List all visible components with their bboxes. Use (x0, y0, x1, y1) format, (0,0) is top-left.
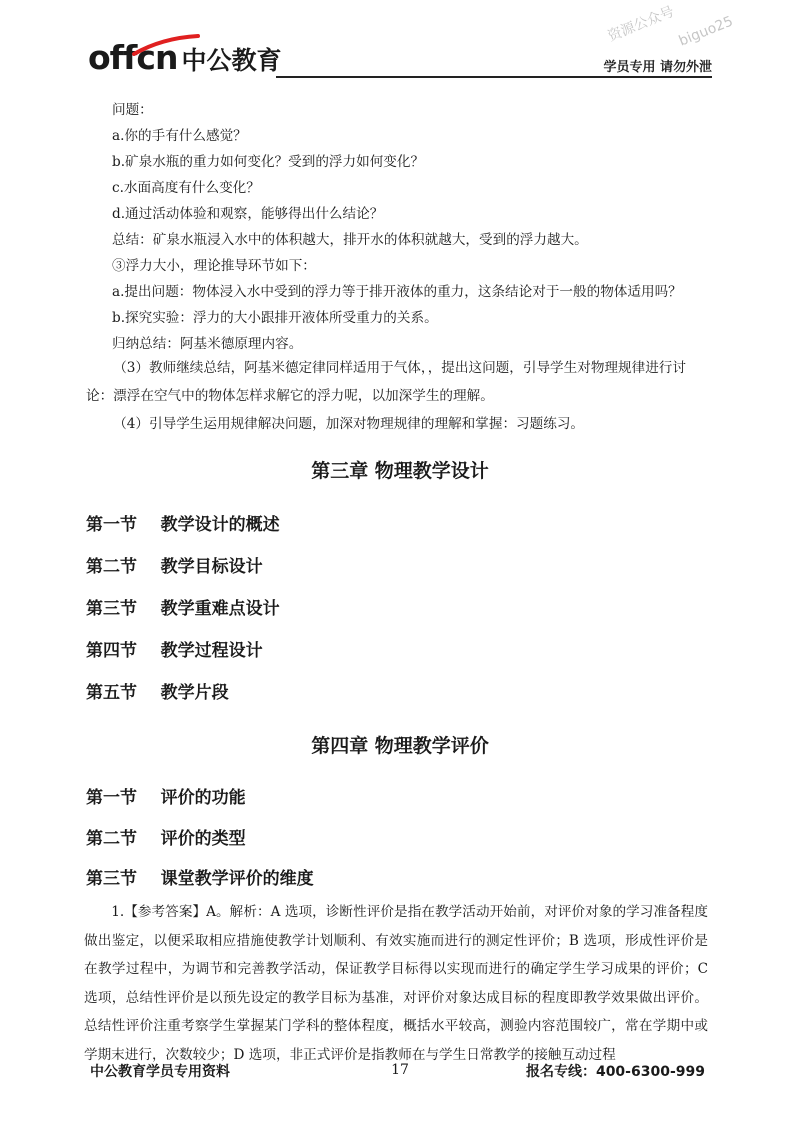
body-line: a.提出问题：物体浸入水中受到的浮力等于排开液体的重力，这条结论对于一般的物体适用吗？ (112, 284, 682, 300)
section-heading: 第五节 教学片段 (86, 683, 229, 703)
section-heading: 第一节 评价的功能 (86, 788, 246, 808)
watermark-id: biguo25 (676, 13, 736, 50)
watermark-text: 资源公众号 (605, 3, 677, 45)
section-heading: 第二节 评价的类型 (86, 829, 246, 849)
body-line: c.水面高度有什么变化？ (112, 180, 260, 196)
chapter-3-title: 第三章 物理教学设计 (311, 460, 489, 482)
paragraph-3: （3）教师继续总结，阿基米德定律同样适用于气体，，提出这问题，引导学生对物理规律进行讨论：漂浮在空气中的物体怎样求解它的浮力呢，以加深学生的理解。 (86, 360, 686, 404)
body-line: 总结：矿泉水瓶浸入水中的体积越大，排开水的体积就越大，受到的浮力越大。 (112, 232, 588, 248)
answer-paragraph: 1.【参考答案】A。解析：A 选项，诊断性评价是指在教学活动开始前，对评价对象的学习准备程度做出鉴定，以便采取相应措施使教学计划顺利、有效实施而进行的测定性评价；B 选项，形成性评价是在教学过程中，为调节和完善教学活动，保证教学目标得以实现而进行的确定学生学习成果的评价；C 选项，总结性评价是以预先设定的教学目标为基准，对评价对象达成目标的程度即教学效果做出评价。总结性评价注重考察学生掌握某门学科的整体程度，概括水平较高，测验内容范围较广，常在学期中或学期末进行，次数较少；D 选项，非正式评价是指教师在与学生日常教学的接触互动过程 (84, 904, 708, 1063)
logo-chinese-text: 中公教育 (181, 46, 282, 75)
footer-label: 中公教育学员专用资料 (90, 1064, 230, 1080)
section-heading: 第三节 教学重难点设计 (86, 599, 280, 619)
page-number: 17 (391, 1062, 409, 1078)
body-line: ③浮力大小，理论推导环节如下： (112, 258, 316, 274)
section-heading: 第一节 教学设计的概述 (86, 515, 280, 535)
section-heading: 第二节 教学目标设计 (86, 557, 263, 577)
header-rule (276, 76, 712, 78)
footer-hotline: 报名专线：400-6300-999 (525, 1064, 705, 1080)
body-line: b.探究实验：浮力的大小跟排开液体所受重力的关系。 (112, 310, 438, 326)
body-line: d.通过活动体验和观察，能够得出什么结论？ (112, 206, 384, 222)
body-line: a.你的手有什么感觉？ (112, 128, 247, 144)
chapter-4-title: 第四章 物理教学评价 (311, 735, 489, 757)
body-line: b.矿泉水瓶的重力如何变化？受到的浮力如何变化？ (112, 154, 425, 170)
section-heading: 第三节 课堂教学评价的维度 (86, 869, 314, 889)
section-heading: 第四节 教学过程设计 (86, 641, 263, 661)
logo-latin-text: offcn (88, 38, 178, 77)
body-line: 归纳总结：阿基米德原理内容。 (112, 336, 303, 352)
paragraph-4: （4）引导学生运用规律解决问题，加深对物理规律的理解和掌握：习题练习。 (113, 416, 585, 432)
body-line: 问题： (112, 102, 153, 118)
offcn-logo (88, 38, 281, 77)
header-notice: 学员专用 请勿外泄 (603, 60, 712, 75)
logo-swoosh-icon (132, 34, 200, 56)
